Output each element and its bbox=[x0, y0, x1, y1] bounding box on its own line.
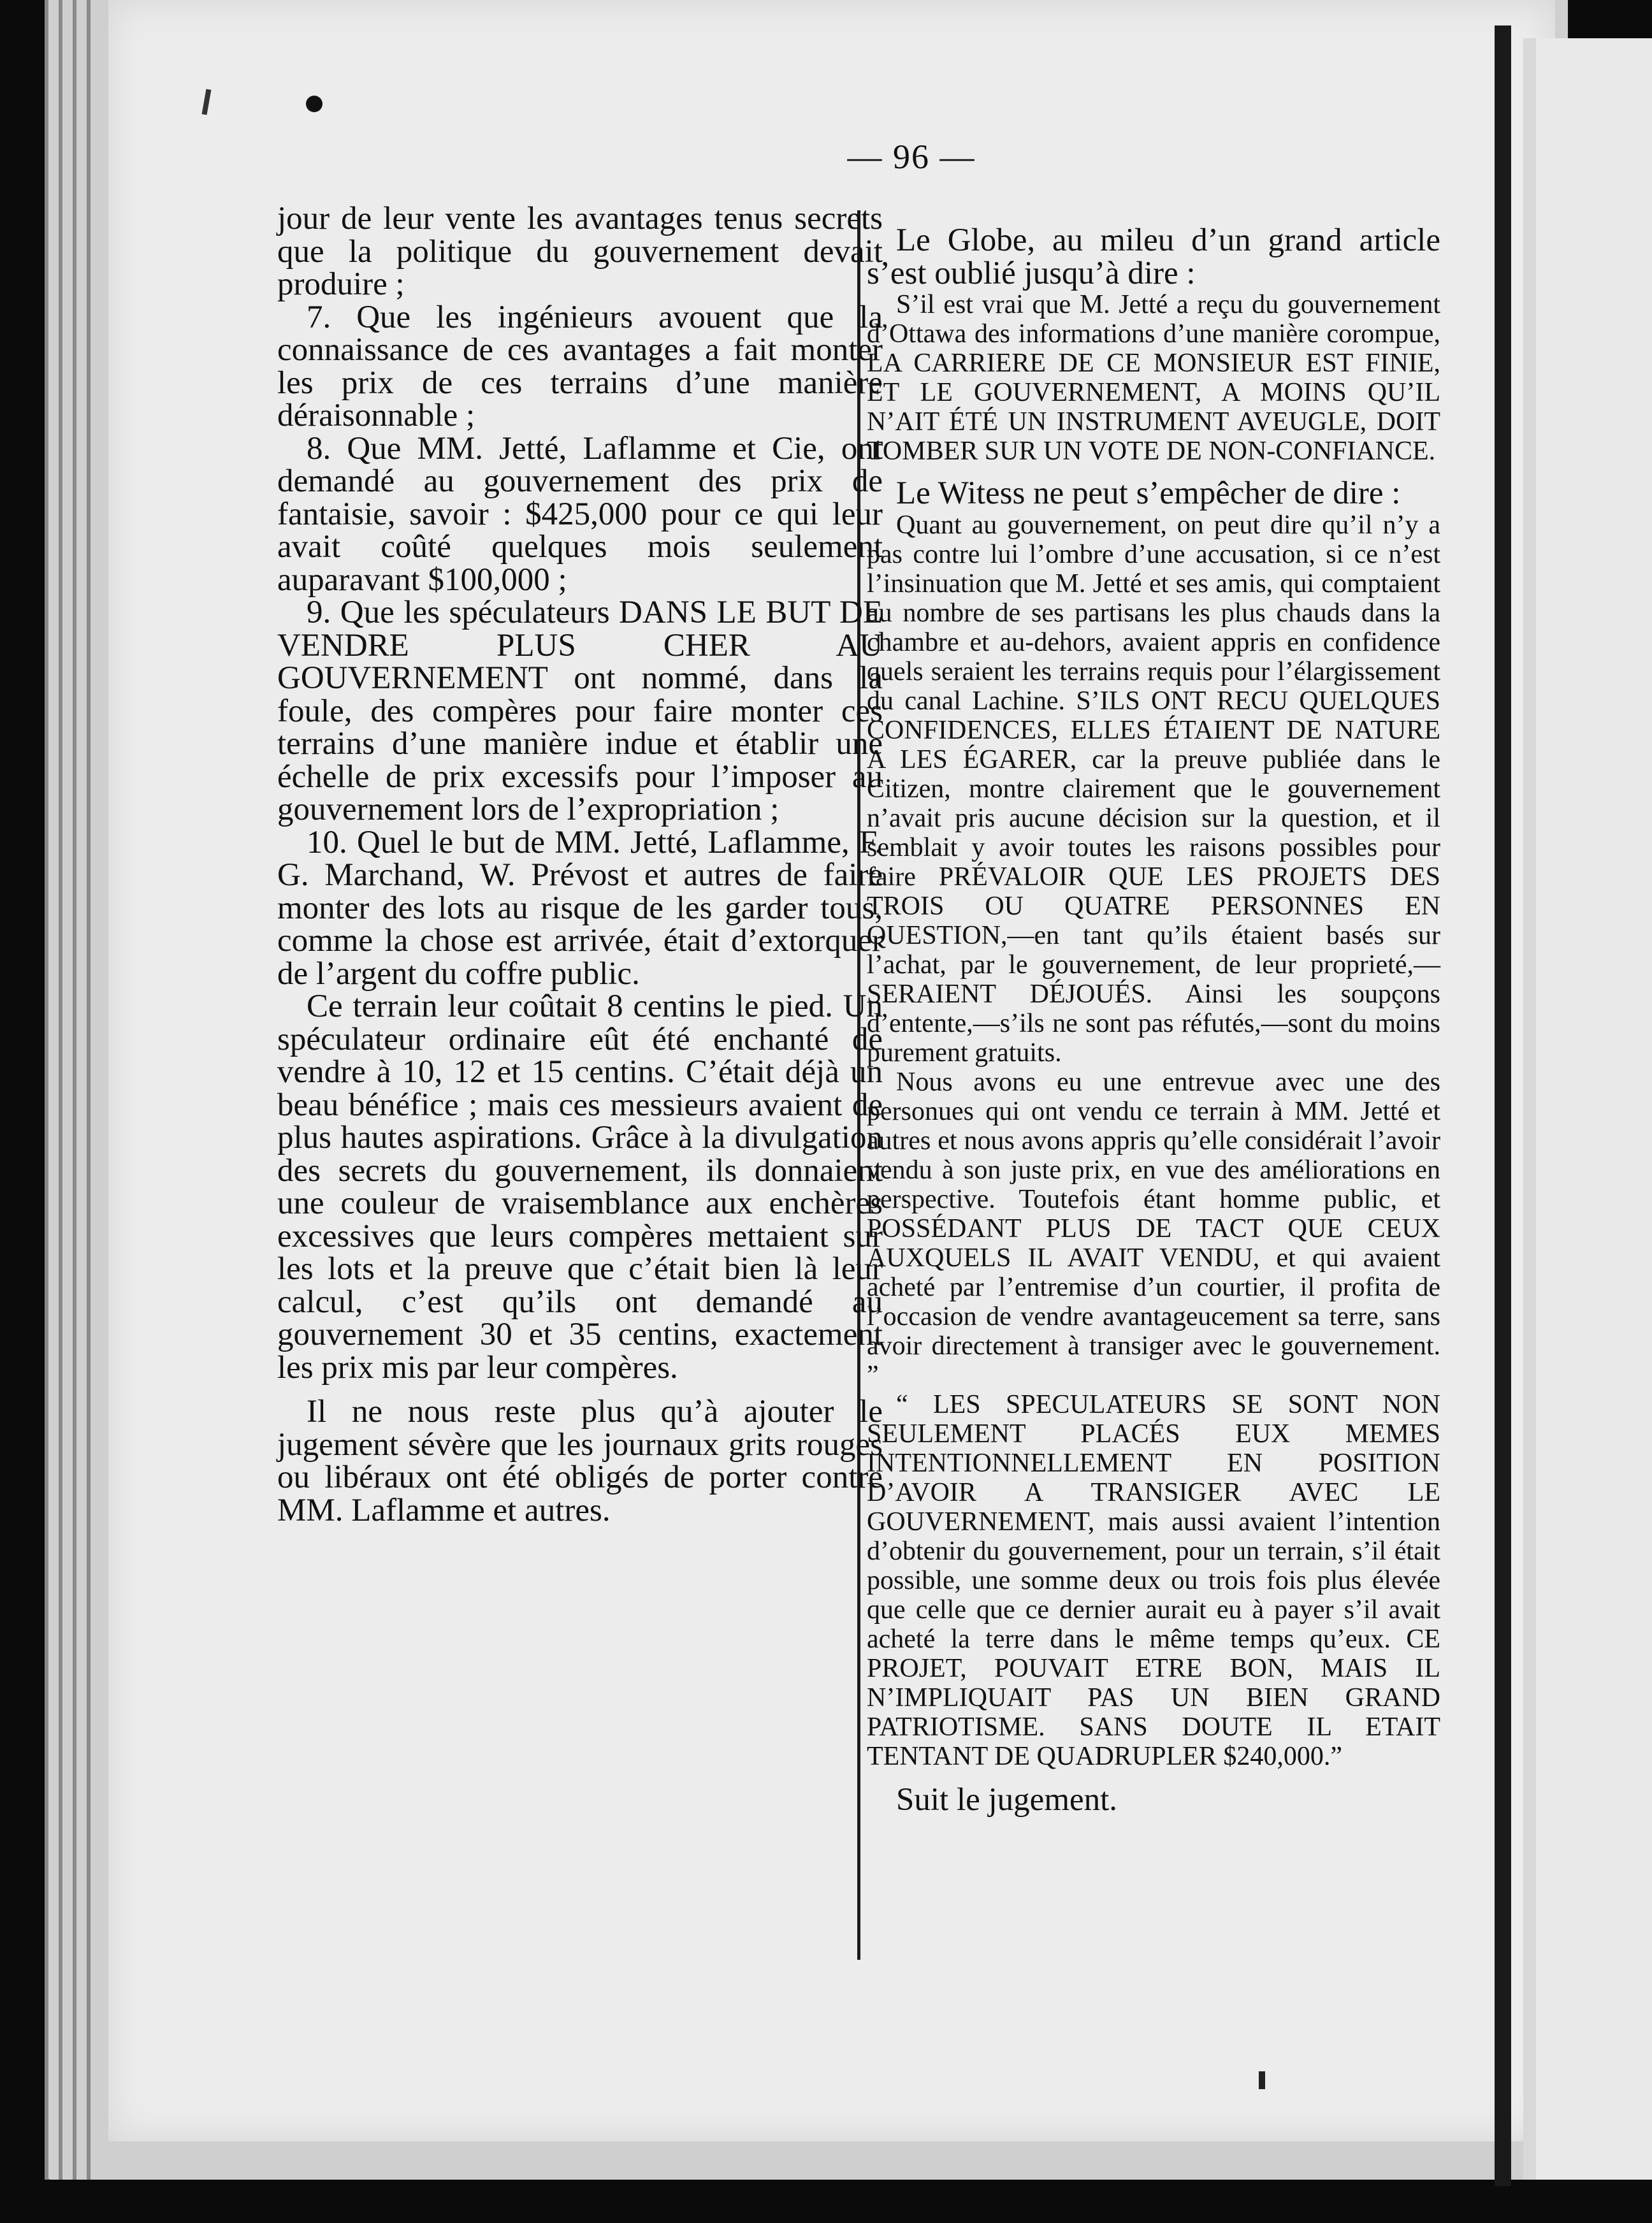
page-edge bbox=[59, 0, 62, 2180]
quotation: “ LES SPECULATEURS SE SONT NON SEULEMENT PLACÉS EUX MEMES INTENTIONNELLEMENT EN POSITION D’AVOIR A TRANSIGER AVEC LE GOUVERNEMENT, mais aussi avaient l’intention d’obtenir du gouvernement, pour un terrain, s’il était possible, une somme deux ou trois fois plus élevée que celle que ce dernier aurait eu à payer s’il avait acheté la terre dans le même temps qu’eux. CE PROJET, POUVAIT ETRE BON, MAIS IL N’IMPLIQUAIT PAS UN BIEN GRAND PATRIOTISME. SANS DOUTE IL ETAIT TENTANT DE QUADRUPLER $240,000.” bbox=[867, 1389, 1440, 1771]
paragraph: 7. Que les ingénieurs avouent que la connaissance de ces avantages a fait monter les prix de ces terrains d’une manière déraisonnable ; bbox=[277, 299, 883, 433]
ink-spot bbox=[306, 96, 322, 112]
quotation: Nous avons eu une entrevue avec une des personues qui ont vendu ce terrain à MM. Jetté et autres et nous avons appris qu’elle considérait l’avoir vendu à son juste prix, en vue des améliorations en perspective. Toutefois étant homme public, et POSSÉDANT PLUS DE TACT QUE CEUX AUXQUELS IL AVAIT VENDU, et qui avaient acheté par l’entremise d’un courtier, il profita de l’occasion de vendre avantageucement sa terre, sans avoir directement à transiger avec le gouvernement. ” bbox=[867, 1067, 1440, 1390]
quotation: Quant au gouvernement, on peut dire qu’il n’y a pas contre lui l’ombre d’une accusation, si ce n’est l’insinuation que M. Jetté et ses amis, qui comptaient au nombre de ses partisans les plus chauds dans la chambre et au-dehors, avaient appris en confidence quels seraient les terrains requis pour l’élargissement du canal Lachine. S’ILS ONT RECU QUELQUES CONFIDENCES, ELLES ÉTAIENT DE NATURE A LES ÉGARER, car la preuve publiée dans le Citizen, montre clairement que le gouvernement n’avait pris aucune décision sur la question, et il semblait y avoir toutes les raisons possibles pour faire PRÉVALOIR QUE LES PROJETS DES TROIS OU QUATRE PERSONNES EN QUESTION,—en tant qu’ils étaient basés sur l’achat, par le gouvernement, de leur proprieté,—SERAIENT DÉJOUÉS. Ainsi les soupçons d’entente,—s’ils ne sont pas réfutés,—sont du moins purement gratuits. bbox=[867, 510, 1440, 1068]
ink-mark bbox=[1259, 2071, 1265, 2089]
closing-line: Suit le jugement. bbox=[896, 1781, 1118, 1818]
book-gutter bbox=[1495, 25, 1511, 2186]
quotation: S’il est vrai que M. Jetté a reçu du gouvernement d’Ottawa des informations d’une manière corompue, LA CARRIERE DE CE MONSIEUR EST FINIE, ET LE GOUVERNEMENT, A MOINS QU’IL N’AIT ÉTÉ UN INSTRUMENT AVEUGLE, DOIT TOMBER SUR UN VOTE DE NON-CONFIANCE. bbox=[867, 290, 1440, 466]
next-page-edge bbox=[1523, 38, 1652, 2180]
paragraph: Le Globe, au mileu d’un grand article s’est oublié jusqu’à dire : bbox=[867, 222, 1440, 291]
paragraph: Ce terrain leur coûtait 8 centins le pied. Un spéculateur ordinaire eût été enchanté de vendre à 10, 12 et 15 centins. C’était déjà un beau bénéfice ; mais ces messieurs avaient de plus hautes aspirations. Grâce à la divulgation des secrets du gouvernement, ils donnaient une couleur de vraisemblance aux enchères excessives que leurs compères mettaient sur les lots et la preuve que c’était bien là leur calcul, c’est qu’ils ont demandé au gouvernement 30 et 35 centins, exactement les prix mis par leur compères. bbox=[277, 988, 883, 1386]
paragraph: Le Witess ne peut s’empêcher de dire : bbox=[896, 475, 1401, 511]
page-edge bbox=[73, 0, 76, 2180]
page-edge bbox=[87, 0, 91, 2180]
paragraph: Il ne nous reste plus qu’à ajouter le jugement sévère que les journaux grits rouges ou libéraux ont été obligés de porter contre MM. Laflamme et autres. bbox=[277, 1394, 883, 1528]
left-column bbox=[277, 203, 883, 1527]
paragraph: 8. Que MM. Jetté, Laflamme et Cie, ont demandé au gouvernement des prix de fantaisie, savoir : $425,000 pour ce qui leur avait coûté quelques mois seulement auparavant $100,000 ; bbox=[277, 430, 883, 598]
page-edge bbox=[45, 0, 48, 2180]
paragraph: jour de leur vente les avantages tenus secrets que la politique du gouvernement devait produire ; bbox=[277, 201, 883, 302]
page-number: — 96 — bbox=[847, 138, 976, 176]
right-column bbox=[867, 224, 1440, 1816]
paragraph: 10. Quel le but de MM. Jetté, Laflamme, F. G. Marchand, W. Prévost et autres de faire monter des lots au risque de les garder tous, comme la chose est arrivée, était d’extorquer de l’argent du coffre public. bbox=[277, 824, 883, 992]
paragraph: 9. Que les spéculateurs DANS LE BUT DE VENDRE PLUS CHER AU GOUVERNEMENT ont nommé, dans la foule, des compères pour faire monter ces terrains d’une manière indue et établir une échelle de prix excessifs pour l’imposer au gouvernement lors de l’expropriation ; bbox=[277, 595, 883, 827]
